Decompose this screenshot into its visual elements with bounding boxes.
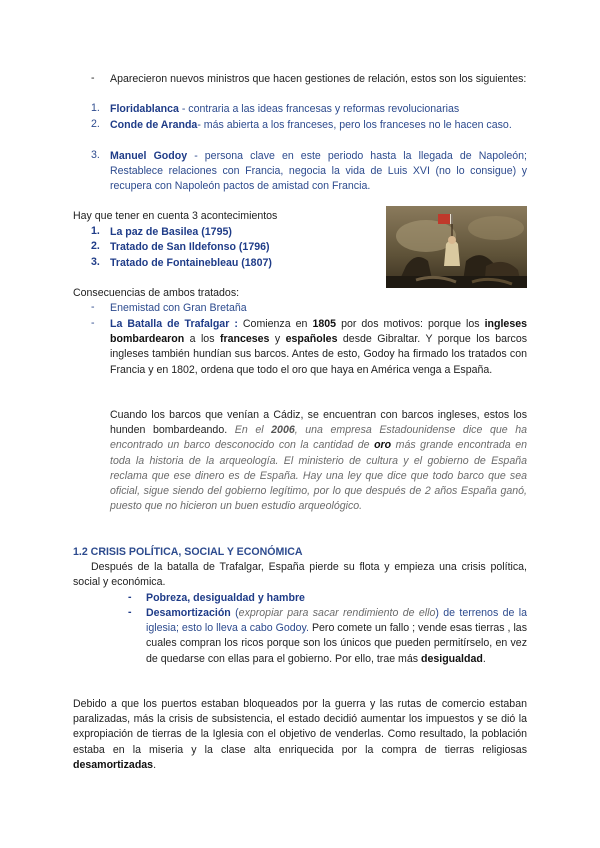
list-number: 1. xyxy=(91,225,100,237)
event-item: Tratado de San Ildefonso (1796) xyxy=(110,241,270,253)
desamortizacion-title: Desamortización xyxy=(146,607,231,619)
event-item: Tratado de Fontainebleau (1807) xyxy=(110,257,272,269)
bold-run: desamortizadas xyxy=(73,758,154,771)
text-run: . xyxy=(482,652,486,665)
text-run: y xyxy=(269,333,286,346)
text-run: ( xyxy=(230,607,239,619)
closing-paragraph xyxy=(73,697,527,773)
list-number: 2. xyxy=(91,118,100,130)
ministers-intro: Aparecieron nuevos ministros que hacen gestiones de relación, estos son los siguientes: xyxy=(110,73,527,85)
minister-name: Conde de Aranda xyxy=(110,119,198,131)
text-run: Cuando los barcos que venían a Cádiz, se encuentran con barcos ingleses, estos los hunden bombardeando. xyxy=(110,409,527,437)
crisis-item: Pobreza, desigualdad y hambre xyxy=(146,592,305,604)
minister-desc: - más abierta a los franceses, pero los franceses no le hacen caso. xyxy=(197,119,512,131)
section-heading: 1.2 CRISIS POLÍTICA, SOCIAL Y ECONÓMICA xyxy=(73,546,303,558)
dash-bullet: - xyxy=(91,317,95,329)
text-run: desde Gibraltar. Y porque los barcos ingleses también hundían sus barcos. Antes de esto, Godoy ha firmado los tratados con Francia y en 1802, ordena que todo el oro que haya en América venga a España. xyxy=(110,333,528,376)
events-intro: Hay que tener en cuenta 3 acontecimientos xyxy=(73,210,278,222)
bold-italic-run: 2006 xyxy=(271,424,295,437)
consequences-intro: Consecuencias de ambos tratados: xyxy=(73,287,240,299)
bold-run: oro xyxy=(374,439,392,452)
dash-bullet: - xyxy=(128,591,132,603)
history-painting-image xyxy=(386,206,527,288)
text-run: Comienza en xyxy=(237,318,313,330)
text-run: ) de terrenos de la iglesia; esto lo lleva a cabo Godoy. xyxy=(146,607,527,635)
minister-item xyxy=(110,102,527,117)
text-run: por dos motivos: porque los xyxy=(336,318,485,330)
bold-run: ingleses bombardearon xyxy=(110,318,527,346)
trafalgar-title: La Batalla de Trafalgar : xyxy=(110,318,238,330)
trafalgar-paragraph xyxy=(110,317,527,378)
list-number: 3. xyxy=(91,149,100,161)
italic-run: En el xyxy=(234,424,272,437)
list-number: 1. xyxy=(91,102,100,114)
event-item: La paz de Basilea (1795) xyxy=(110,226,232,238)
minister-desc: - persona clave en este periodo hasta la llegada de Napoleón; Restablece relaciones con Francia, negocia la vida de Luis XVI (no lo consigue) y recupera con Napoleón pactos de amistad con Francia. xyxy=(110,150,528,193)
text-run: a los xyxy=(184,333,220,346)
italic-run: , una empresa Estadounidense dice que ha encontrado un barco desconocido con la cantidad de xyxy=(110,424,528,452)
text-run: . xyxy=(153,758,157,771)
minister-desc: - contraria a las ideas francesas y reformas revolucionarias xyxy=(178,103,460,115)
cadiz-paragraph xyxy=(110,408,527,514)
text-run: Debido a que los puertos estaban bloqueados por la guerra y las rutas de comercio estaban paralizadas, más la crisis de subsistencia, el estado decidió aumentar los impuestos y se dió la expropiación de tierras de la Iglesia con el objetivo de venderlas. Como resultado, la población estaba en la miseria y la clase alta enriquecida por la compra de tierras religiosas xyxy=(73,698,527,756)
dash-bullet: - xyxy=(91,72,95,84)
dash-bullet: - xyxy=(128,606,132,618)
minister-item xyxy=(110,149,527,195)
list-number: 3. xyxy=(91,256,100,268)
bold-run: franceses xyxy=(219,333,270,346)
italic-run: más grande encontrada en toda la historia de la arqueología. El ministerio de cultura y el gobierno de España reclama que ese dinero es de España. Hay una ley que dice que todo barco que sea oficial, sigue siendo del gobierno legítimo, por lo que después de 2 años España ganó, puesto que no hicieron un buen estudio arqueológico. xyxy=(110,439,527,513)
desamortizacion-paragraph xyxy=(146,606,527,667)
italic-run: expropiar para sacar rendimiento de ello xyxy=(238,607,436,619)
bold-run: desigualdad xyxy=(421,652,483,665)
bold-run: 1805 xyxy=(312,318,337,330)
dash-bullet: - xyxy=(91,301,95,313)
text-run: Pero comete un fallo ; vende esas tierras , las cuales compran los ricos porque son los únicos que pueden permitírselo, en vez de quedarse con ellas para el gobierno. Por ello, trae más xyxy=(146,622,527,665)
consequence-item: Enemistad con Gran Bretaña xyxy=(110,302,247,314)
bold-run: españoles xyxy=(285,333,338,346)
minister-item xyxy=(110,118,527,133)
minister-name: Manuel Godoy xyxy=(110,150,188,162)
list-number: 2. xyxy=(91,240,100,252)
minister-name: Floridablanca xyxy=(110,103,179,115)
section-intro: Después de la batalla de Trafalgar, España pierde su flota y empieza una crisis política, social y económica. xyxy=(73,561,527,589)
